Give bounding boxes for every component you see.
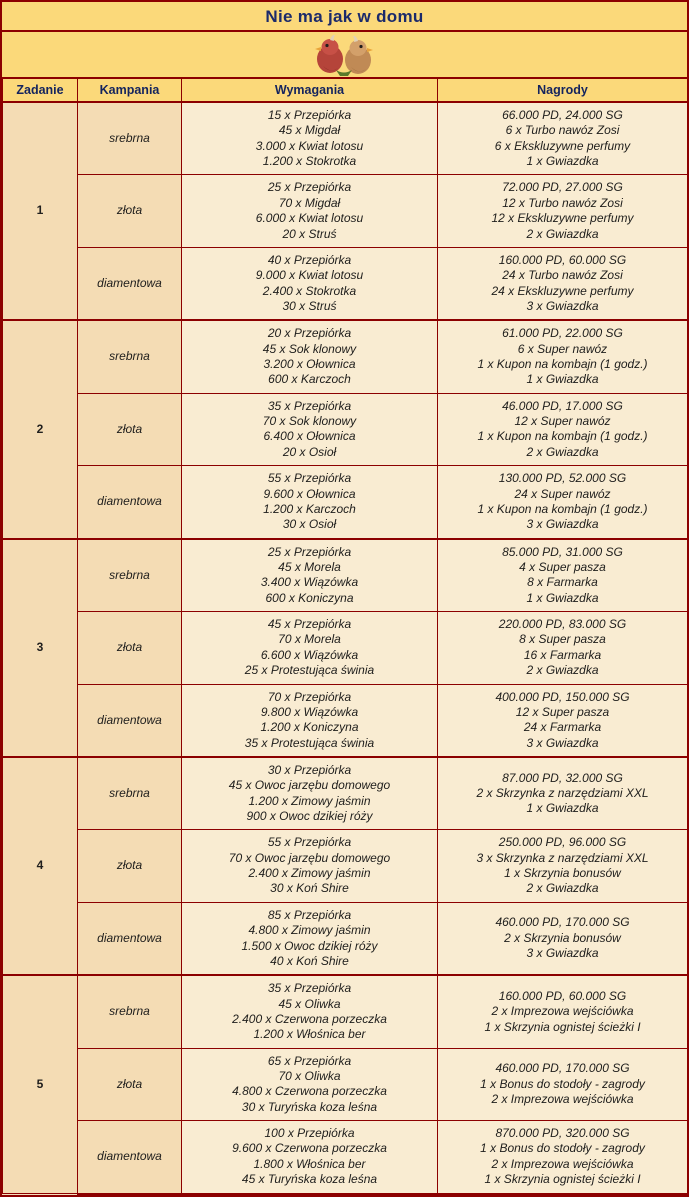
reward-line: 130.000 PD, 52.000 SG (498, 471, 627, 486)
reward-line: 12 x Super nawóz (514, 414, 611, 429)
requirement-line: 1.200 x Zimowy jaśmin (248, 793, 371, 808)
reward-line: 1 x Bonus do stodoły - zagrody (480, 1141, 645, 1156)
requirements-cell (182, 175, 438, 247)
reward-line: 1 x Skrzynia bonusów (504, 866, 621, 881)
campaign-cell: diamentowa (78, 247, 182, 320)
requirement-line: 25 x Przepiórka (267, 180, 352, 195)
reward-line: 400.000 PD, 150.000 SG (495, 689, 630, 704)
table-row (3, 175, 688, 247)
banner (2, 32, 687, 79)
reward-line: 16 x Farmarka (523, 647, 602, 662)
table-row (3, 902, 688, 975)
table-row (3, 320, 688, 393)
rewards-cell (438, 466, 688, 539)
requirement-line: 30 x Turyńska koza leśna (241, 1099, 378, 1114)
reward-line: 24 x Turbo nawóz Zosi (502, 268, 623, 283)
requirement-line: 6.600 x Wiązówka (260, 647, 359, 662)
table-row (3, 612, 688, 684)
reward-line: 2 x Skrzynia bonusów (504, 930, 621, 945)
requirement-line: 35 x Protestująca świnia (244, 735, 375, 750)
requirement-line: 70 x Sok klonowy (262, 414, 357, 429)
rewards-cell (438, 830, 688, 902)
requirement-line: 1.200 x Koniczyna (260, 720, 359, 735)
campaign-cell: złota (78, 175, 182, 247)
reward-line: 2 x Skrzynka z narzędziami XXL (476, 785, 649, 800)
requirement-line: 70 x Owoc jarzębu domowego (228, 850, 391, 865)
requirement-line: 9.000 x Kwiat lotosu (255, 268, 364, 283)
table-row (3, 247, 688, 320)
requirements-cell (182, 393, 438, 465)
rewards-cell (438, 539, 688, 612)
task-number-cell: 4 (3, 757, 78, 975)
requirements-cell (182, 612, 438, 684)
requirement-line: 85 x Przepiórka (267, 907, 352, 922)
requirement-line: 70 x Morela (278, 632, 341, 647)
requirement-line: 55 x Przepiórka (267, 835, 352, 850)
requirement-line: 600 x Karczoch (268, 372, 351, 387)
requirements-cell (182, 757, 438, 830)
page-title: Nie ma jak w domu (265, 7, 424, 26)
title-bar (2, 2, 687, 32)
rewards-cell (438, 320, 688, 393)
requirement-line: 30 x Osioł (282, 517, 337, 532)
requirements-cell (182, 684, 438, 757)
table-row (3, 757, 688, 830)
reward-line: 6 x Turbo nawóz Zosi (505, 123, 620, 138)
table-row (3, 975, 688, 1048)
campaign-cell: złota (78, 830, 182, 902)
campaign-cell: srebrna (78, 975, 182, 1048)
reward-line: 24 x Ekskluzywne perfumy (491, 283, 634, 298)
requirement-line: 1.500 x Owoc dzikiej róży (241, 938, 378, 953)
table-header-row (3, 79, 688, 102)
reward-line: 1 x Gwiazdka (526, 590, 599, 605)
requirement-line: 70 x Migdał (278, 195, 341, 210)
requirement-line: 20 x Osioł (282, 444, 337, 459)
rewards-cell (438, 612, 688, 684)
requirement-line: 45 x Turyńska koza leśna (241, 1172, 378, 1187)
requirement-line: 4.800 x Czerwona porzeczka (232, 1084, 387, 1099)
requirement-line: 2.400 x Zimowy jaśmin (248, 866, 371, 881)
requirements-cell (182, 902, 438, 975)
reward-line: 66.000 PD, 24.000 SG (502, 108, 623, 122)
table-row (3, 102, 688, 175)
reward-line: 6 x Ekskluzywne perfumy (494, 138, 631, 153)
reward-line: 2 x Imprezowa wejściówka (491, 1004, 634, 1019)
campaign-cell: diamentowa (78, 684, 182, 757)
two-birds-icon (290, 32, 400, 77)
requirements-cell (182, 1048, 438, 1120)
campaign-cell: srebrna (78, 539, 182, 612)
reward-line: 8 x Super pasza (519, 632, 606, 647)
table-row (3, 393, 688, 465)
campaign-cell: diamentowa (78, 1121, 182, 1194)
reward-line: 160.000 PD, 60.000 SG (498, 252, 627, 267)
column-header-rewards: Nagrody (438, 79, 688, 102)
requirement-line: 3.200 x Ołownica (263, 357, 356, 372)
requirement-line: 2.400 x Stokrotka (262, 283, 357, 298)
requirement-line: 3.400 x Wiązówka (260, 575, 359, 590)
reward-line: 2 x Imprezowa wejściówka (491, 1156, 634, 1171)
reward-line: 1 x Kupon na kombajn (1 godz.) (477, 357, 648, 372)
requirement-line: 30 x Koń Shire (270, 881, 349, 896)
requirements-cell (182, 539, 438, 612)
reward-line: 24 x Super nawóz (514, 486, 611, 501)
table-row (3, 466, 688, 539)
requirement-line: 9.600 x Czerwona porzeczka (232, 1141, 387, 1156)
requirement-line: 45 x Migdał (278, 123, 341, 138)
requirement-line: 600 x Koniczyna (265, 590, 354, 605)
reward-line: 87.000 PD, 32.000 SG (502, 770, 623, 785)
requirement-line: 20 x Struś (282, 226, 337, 241)
requirement-line: 25 x Protestująca świnia (244, 663, 375, 678)
reward-line: 460.000 PD, 170.000 SG (495, 1061, 630, 1076)
campaign-cell: złota (78, 1048, 182, 1120)
requirement-line: 70 x Przepiórka (267, 689, 352, 704)
reward-line: 1 x Skrzynia ognistej ścieżki I (484, 1172, 641, 1187)
requirements-cell (182, 247, 438, 320)
reward-line: 61.000 PD, 22.000 SG (502, 326, 623, 341)
reward-line: 1 x Skrzynia ognistej ścieżki I (484, 1019, 641, 1034)
reward-line: 460.000 PD, 170.000 SG (495, 915, 630, 930)
reward-line: 2 x Gwiazdka (526, 881, 599, 896)
reward-line: 12 x Turbo nawóz Zosi (502, 195, 623, 210)
reward-line: 2 x Gwiazdka (526, 226, 599, 241)
requirements-cell (182, 320, 438, 393)
task-number-cell: 3 (3, 539, 78, 757)
rewards-cell (438, 1048, 688, 1120)
campaign-cell: srebrna (78, 102, 182, 175)
column-header-campaign: Kampania (78, 79, 182, 102)
requirement-line: 4.800 x Zimowy jaśmin (248, 923, 371, 938)
requirement-line: 45 x Morela (278, 559, 341, 574)
requirement-line: 30 x Struś (282, 298, 337, 313)
reward-line: 72.000 PD, 27.000 SG (502, 180, 623, 195)
table-row (3, 684, 688, 757)
reward-line: 3 x Gwiazdka (526, 298, 599, 313)
reward-line: 3 x Skrzynka z narzędziami XXL (476, 850, 649, 865)
reward-line: 12 x Super pasza (515, 704, 610, 719)
reward-line: 85.000 PD, 31.000 SG (502, 544, 623, 559)
reward-line: 2 x Imprezowa wejściówka (491, 1092, 634, 1107)
reward-line: 46.000 PD, 17.000 SG (502, 398, 623, 413)
reward-line: 2 x Gwiazdka (526, 663, 599, 678)
reward-line: 1 x Kupon na kombajn (1 godz.) (477, 429, 648, 444)
reward-line: 24 x Farmarka (523, 720, 602, 735)
requirements-cell (182, 975, 438, 1048)
reward-line: 1 x Gwiazdka (526, 801, 599, 816)
requirement-line: 1.200 x Włośnica ber (253, 1027, 366, 1042)
rewards-cell (438, 975, 688, 1048)
requirement-line: 900 x Owoc dzikiej róży (246, 809, 373, 824)
task-number-cell: 1 (3, 102, 78, 320)
requirement-line: 1.200 x Stokrotka (262, 154, 357, 169)
reward-line: 220.000 PD, 83.000 SG (498, 617, 627, 632)
reward-line: 160.000 PD, 60.000 SG (498, 988, 627, 1003)
requirement-line: 55 x Przepiórka (267, 471, 352, 486)
requirement-line: 6.000 x Kwiat lotosu (255, 211, 364, 226)
requirement-line: 25 x Przepiórka (267, 544, 352, 559)
requirement-line: 45 x Oliwka (278, 996, 341, 1011)
campaign-cell: srebrna (78, 757, 182, 830)
reward-line: 8 x Farmarka (527, 575, 598, 590)
requirement-line: 70 x Oliwka (278, 1069, 341, 1084)
rewards-cell (438, 684, 688, 757)
task-number-cell: 5 (3, 975, 78, 1193)
rewards-cell (438, 1121, 688, 1194)
rewards-cell (438, 175, 688, 247)
requirement-line: 40 x Przepiórka (267, 252, 352, 267)
requirement-line: 45 x Przepiórka (267, 617, 352, 632)
campaign-cell: diamentowa (78, 902, 182, 975)
requirement-line: 3.000 x Kwiat lotosu (255, 138, 364, 153)
reward-line: 1 x Bonus do stodoły - zagrody (480, 1076, 645, 1091)
rewards-cell (438, 757, 688, 830)
campaign-cell: diamentowa (78, 466, 182, 539)
rewards-cell (438, 247, 688, 320)
column-header-task: Zadanie (3, 79, 78, 102)
requirement-line: 45 x Owoc jarzębu domowego (228, 778, 391, 793)
reward-line: 12 x Ekskluzywne perfumy (491, 211, 634, 226)
reward-line: 3 x Gwiazdka (526, 946, 599, 961)
reward-line: 1 x Kupon na kombajn (1 godz.) (477, 501, 648, 516)
requirement-line: 35 x Przepiórka (267, 398, 352, 413)
requirements-cell (182, 466, 438, 539)
campaign-cell: złota (78, 393, 182, 465)
requirement-line: 15 x Przepiórka (267, 108, 352, 122)
reward-line: 4 x Super pasza (519, 559, 606, 574)
reward-line: 1 x Gwiazdka (526, 154, 599, 169)
requirement-line: 20 x Przepiórka (267, 326, 352, 341)
table-row (3, 1121, 688, 1194)
reward-line: 2 x Gwiazdka (526, 444, 599, 459)
rewards-cell (438, 102, 688, 175)
requirement-line: 9.600 x Ołownica (263, 486, 356, 501)
requirement-line: 2.400 x Czerwona porzeczka (232, 1011, 387, 1026)
reward-line: 3 x Gwiazdka (526, 735, 599, 750)
requirement-line: 35 x Przepiórka (267, 981, 352, 996)
requirement-line: 40 x Koń Shire (270, 953, 349, 968)
reward-line: 1 x Gwiazdka (526, 372, 599, 387)
task-number-cell: 2 (3, 320, 78, 538)
table-row (3, 539, 688, 612)
table-row (3, 830, 688, 902)
requirement-line: 45 x Sok klonowy (262, 341, 357, 356)
campaign-cell: srebrna (78, 320, 182, 393)
table-body (3, 102, 688, 1194)
reward-line: 870.000 PD, 320.000 SG (495, 1126, 630, 1141)
campaign-cell: złota (78, 612, 182, 684)
requirement-line: 100 x Przepiórka (264, 1126, 355, 1141)
reward-line: 6 x Super nawóz (517, 341, 608, 356)
tasks-table (2, 79, 688, 1195)
column-header-requirements: Wymagania (182, 79, 438, 102)
reward-line: 250.000 PD, 96.000 SG (498, 835, 627, 850)
requirement-line: 9.800 x Wiązówka (260, 704, 359, 719)
table-row (3, 1048, 688, 1120)
requirement-line: 6.400 x Ołownica (263, 429, 356, 444)
requirement-line: 65 x Przepiórka (267, 1053, 352, 1068)
reward-line: 3 x Gwiazdka (526, 517, 599, 532)
requirement-line: 1.200 x Karczoch (263, 501, 356, 516)
requirement-line: 1.800 x Włośnica ber (253, 1156, 366, 1171)
requirements-cell (182, 102, 438, 175)
requirements-cell (182, 830, 438, 902)
requirements-cell (182, 1121, 438, 1194)
rewards-cell (438, 393, 688, 465)
requirement-line: 30 x Przepiórka (267, 762, 352, 777)
rewards-cell (438, 902, 688, 975)
